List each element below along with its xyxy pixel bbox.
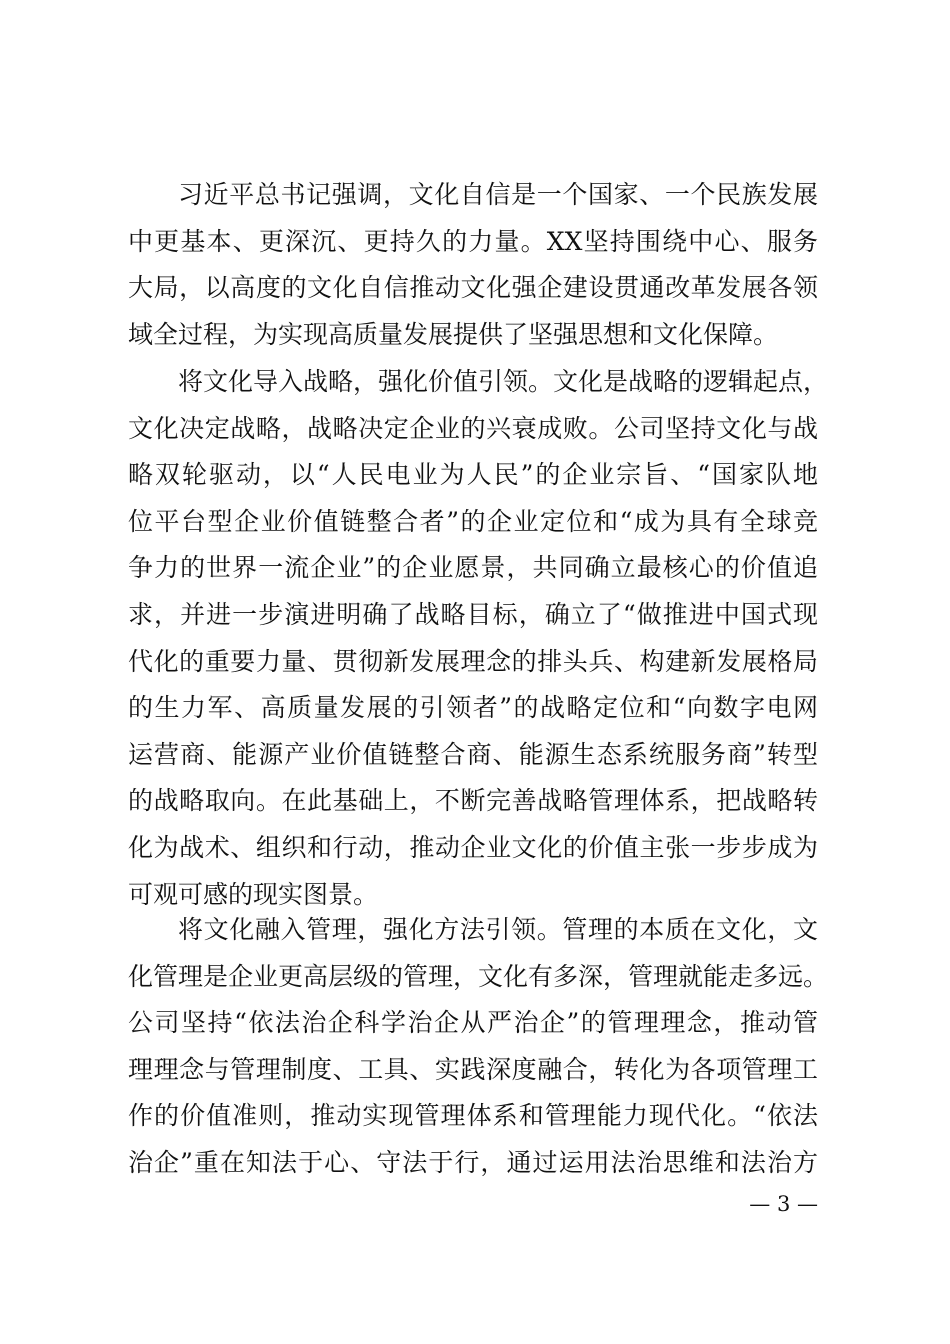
text-line: 运营商、能源产业价值链整合商、能源生态系统服务商”转型 <box>128 739 818 769</box>
text-line: 公司坚持“依法治企科学治企从严治企”的管理理念，推动管 <box>128 1008 818 1038</box>
paragraph-culture-strategy <box>128 359 829 918</box>
text-line: 位平台型企业价值链整合者”的企业定位和“成为具有全球竞 <box>128 506 818 536</box>
text-line: 习近平总书记强调，文化自信是一个国家、一个民族发展 <box>178 180 818 209</box>
page-number: — 3 — <box>749 1192 818 1216</box>
text-line: 大局，以高度的文化自信推动文化强企建设贯通改革发展各领 <box>128 273 818 303</box>
text-line: 化管理是企业更高层级的管理，文化有多深，管理就能走多远。 <box>128 961 829 991</box>
text-line: 中更基本、更深沉、更持久的力量。XX坚持围绕中心、服务 <box>128 226 818 256</box>
text-line: 争力的世界一流企业”的企业愿景，共同确立最核心的价值追 <box>128 553 818 583</box>
text-line: 将文化导入战略，强化价值引领。文化是战略的逻辑起点， <box>178 367 829 396</box>
text-line: 代化的重要力量、贯彻新发展理念的排头兵、构建新发展格局 <box>128 646 818 676</box>
text-line: 作的价值准则，推动实现管理体系和管理能力现代化。“依法 <box>128 1101 818 1131</box>
paragraph-culture-management <box>128 907 829 1187</box>
text-line: 的生力军、高质量发展的引领者”的战略定位和“向数字电网 <box>128 693 818 723</box>
paragraph-culture-confidence <box>128 172 818 358</box>
text-line: 治企”重在知法于心、守法于行，通过运用法治思维和法治方 <box>128 1147 818 1177</box>
text-line: 域全过程，为实现高质量发展提供了坚强思想和文化保障。 <box>128 319 779 349</box>
text-line: 将文化融入管理，强化方法引领。管理的本质在文化，文 <box>178 915 818 944</box>
text-line: 可观可感的现实图景。 <box>128 879 379 909</box>
text-line: 求，并进一步演进明确了战略目标，确立了“做推进中国式现 <box>128 599 818 629</box>
text-line: 化为战术、组织和行动，推动企业文化的价值主张一步步成为 <box>128 832 818 862</box>
text-line: 的战略取向。在此基础上，不断完善战略管理体系，把战略转 <box>128 786 818 816</box>
text-line: 略双轮驱动，以“人民电业为人民”的企业宗旨、“国家队地 <box>128 460 818 490</box>
text-line: 文化决定战略，战略决定企业的兴衰成败。公司坚持文化与战 <box>128 413 818 443</box>
text-line: 理理念与管理制度、工具、实践深度融合，转化为各项管理工 <box>128 1054 818 1084</box>
